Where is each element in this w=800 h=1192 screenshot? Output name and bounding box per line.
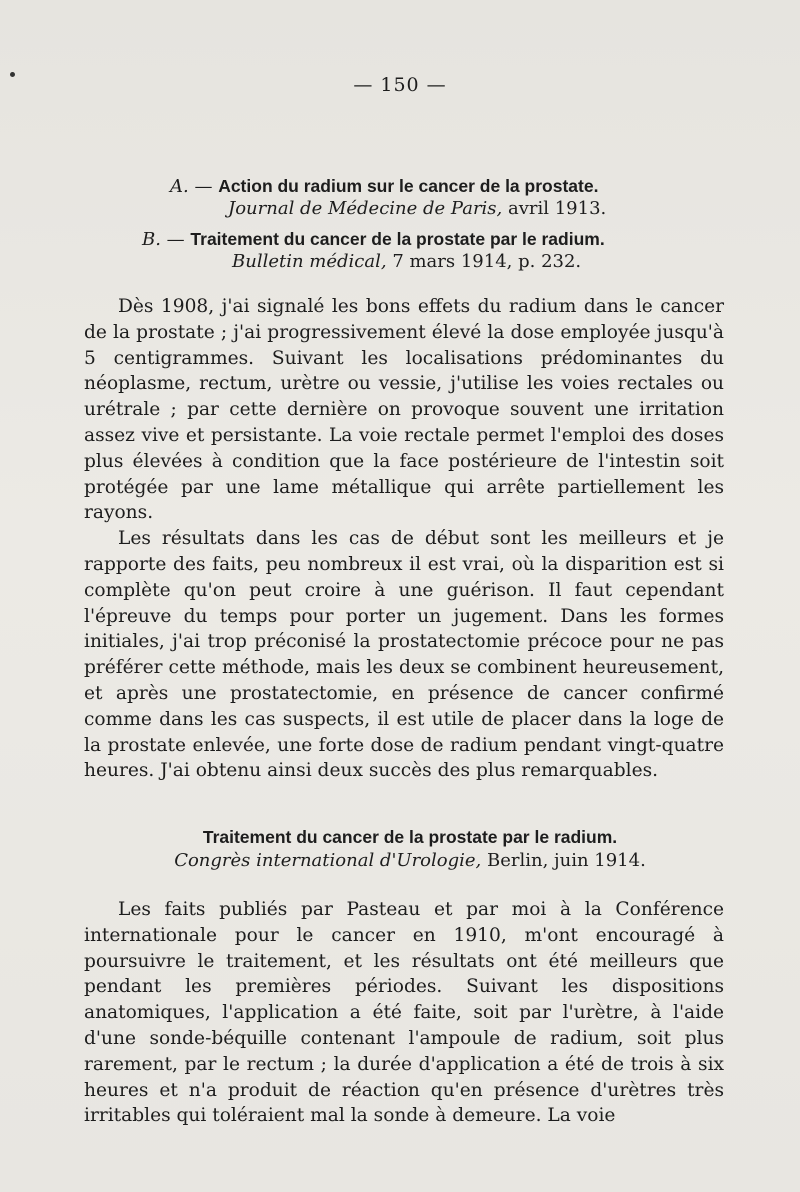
reference-a-title-line: [90, 175, 720, 198]
reference-a-dash: —: [188, 176, 219, 197]
reference-b-letter: B.: [142, 229, 161, 250]
section2-heading: Traitement du cancer de la prostate par le radium.: [202, 827, 618, 847]
reference-a-title: Action du radium sur le cancer de la prostate.: [218, 176, 599, 196]
section2-heading-block: [0, 825, 800, 873]
references-block: [90, 175, 720, 273]
reference-b-dash: —: [160, 229, 191, 250]
reference-b-journal: Bulletin médical,: [232, 251, 387, 272]
reference-b-details: 7 mars 1914, p. 232.: [386, 251, 582, 272]
reference-a-details: avril 1913.: [502, 198, 607, 219]
section2-source: [0, 849, 800, 873]
section1-paragraph-1: Dès 1908, j'ai signalé les bons effets du radium dans le cancer de la prostate ; j'ai progressivement élevé la dose employée jusqu'à 5 centigrammes. Suivant les localisations prédominantes du néoplasme, rectum, urètre ou vessie, j'utilise les voies rectales ou urétrale ; par cette dernière on provoque souvent une irritation assez vive et persistante. La voie rectale permet l'emploi des doses plus élevées à condition que la face postérieure de l'intestin soit protégée par une lame métallique qui arrête partiellement les rayons.: [84, 296, 724, 524]
reference-b-source-line: [90, 251, 720, 273]
reference-b-title-line: [90, 228, 720, 251]
reference-a-letter: A.: [170, 176, 189, 197]
section2-body: [84, 897, 724, 1129]
section1-paragraph-2: Les résultats dans les cas de début sont les meilleurs et je rapporte des faits, peu nombreux il est vrai, où la disparition est si complète qu'on peut croire à une guérison. Il faut cependant l'épreuve du temps pour porter un jugement. Dans les formes initiales, j'ai trop préconisé la prostatectomie précoce pour ne pas préférer cette méthode, mais les deux se combinent heureusement, et après une prostatectomie, en présence de cancer confirmé comme dans les cas suspects, il est utile de placer dans la loge de la prostate enlevée, une forte dose de radium pendant vingt-quatre heures. J'ai obtenu ainsi deux succès des plus remarquables.: [84, 528, 724, 782]
section2-source-details: Berlin, juin 1914.: [481, 850, 646, 871]
section2-paragraph-1: Les faits publiés par Pasteau et par moi à la Conférence internationale pour le cancer en 1910, m'ont encouragé à poursuivre le traitement, et les résultats ont été meilleurs que pendant les premières périodes. Suivant les dispositions anatomiques, l'application a été faite, soit par l'urètre, à l'aide d'une sonde-béquille contenant l'ampoule de radium, soit plus rarement, par le rectum ; la durée d'application a été de trois à six heures et n'a produit de réaction qu'en présence d'urètres très irritables qui toléraient mal la sonde à demeure. La voie: [84, 899, 724, 1127]
reference-a-source-line: [90, 198, 720, 220]
section2-source-journal: Congrès international d'Urologie,: [174, 850, 482, 871]
page-number: — 150 —: [353, 74, 447, 96]
section1-body: [84, 294, 724, 784]
reference-a-journal: Journal de Médecine de Paris,: [228, 198, 503, 219]
reference-b-title: Traitement du cancer de la prostate par le radium.: [190, 229, 605, 249]
